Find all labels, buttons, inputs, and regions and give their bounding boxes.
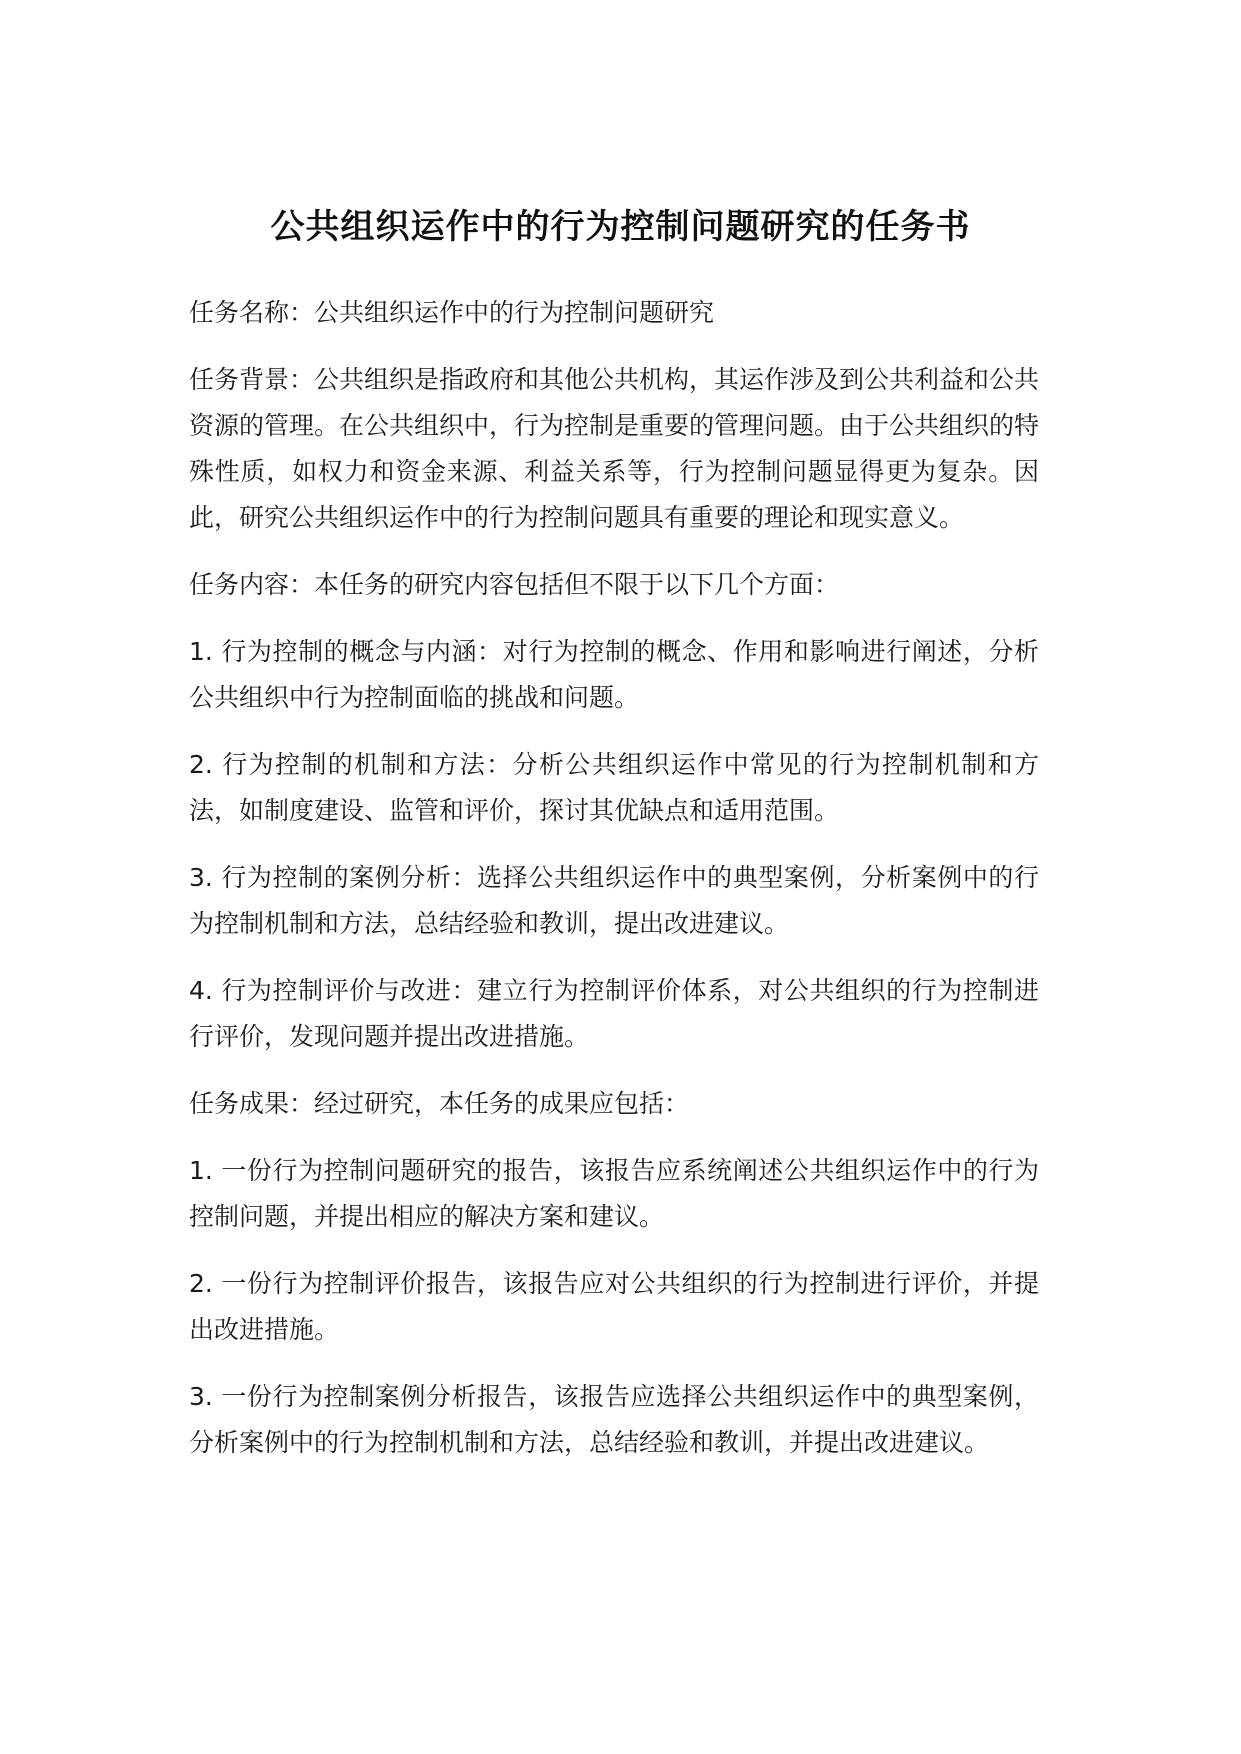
paragraph-task-results: 任务成果：经过研究，本任务的成果应包括： [189, 1089, 690, 1118]
list-item-result-1: 1. 一份行为控制问题研究的报告，该报告应系统阐述公共组织运作中的行为控制问题，并提出相应的解决方案和建议。 [189, 1156, 1039, 1231]
paragraph-task-name: 任务名称：公共组织运作中的行为控制问题研究 [189, 298, 715, 327]
list-item-content-1: 1. 行为控制的概念与内涵：对行为控制的概念、作用和影响进行阐述，分析公共组织中行为控制面临的挑战和问题。 [189, 637, 1039, 712]
list-item-content-2: 2. 行为控制的机制和方法：分析公共组织运作中常见的行为控制机制和方法，如制度建设、监管和评价，探讨其优缺点和适用范围。 [189, 750, 1039, 825]
list-item-result-2: 2. 一份行为控制评价报告，该报告应对公共组织的行为控制进行评价，并提出改进措施。 [189, 1269, 1039, 1344]
paragraph-task-background: 任务背景：公共组织是指政府和其他公共机构，其运作涉及到公共利益和公共资源的管理。在公共组织中，行为控制是重要的管理问题。由于公共组织的特殊性质，如权力和资金来源、利益关系等，行为控制问题显得更为复杂。因此，研究公共组织运作中的行为控制问题具有重要的理论和现实意义。 [189, 365, 1040, 532]
paragraph-task-content: 任务内容：本任务的研究内容包括但不限于以下几个方面： [189, 570, 840, 599]
document-body [189, 290, 1039, 1487]
list-item-result-3: 3. 一份行为控制案例分析报告，该报告应选择公共组织运作中的典型案例，分析案例中的行为控制机制和方法，总结经验和教训，并提出改进建议。 [189, 1382, 1039, 1457]
list-item-content-4: 4. 行为控制评价与改进：建立行为控制评价体系，对公共组织的行为控制进行评价，发现问题并提出改进措施。 [189, 976, 1039, 1051]
document-title: 公共组织运作中的行为控制问题研究的任务书 [270, 206, 971, 247]
list-item-content-3: 3. 行为控制的案例分析：选择公共组织运作中的典型案例，分析案例中的行为控制机制和方法，总结经验和教训，提出改进建议。 [189, 863, 1039, 938]
